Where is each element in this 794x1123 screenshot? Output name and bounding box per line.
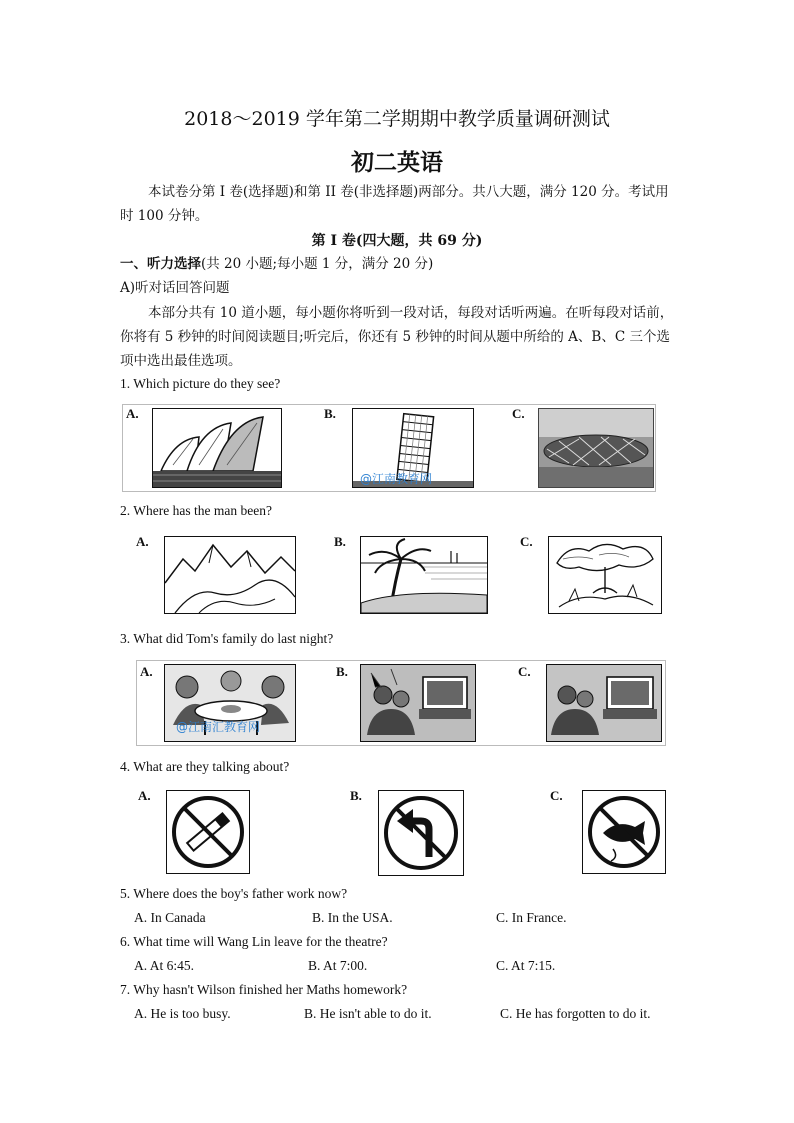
section-heading-title: 一、听力选择 xyxy=(120,256,201,272)
mountains-picture xyxy=(164,536,296,614)
section-heading-note: (共 20 小题;每小题 1 分，满分 20 分) xyxy=(201,256,434,272)
question-5-option-a: A. In Canada xyxy=(134,910,206,925)
section-heading xyxy=(120,252,433,276)
birds-nest-stadium-picture xyxy=(538,408,654,488)
question-6-text: 6. What time will Wang Lin leave for the theatre? xyxy=(120,934,388,949)
question-3-label-c: C. xyxy=(518,664,531,679)
intro-line-1: 本试卷分第 I 卷(选择题)和第 II 卷(非选择题)两部分。共八大题，满分 120 分。考试用 xyxy=(148,184,669,200)
watching-tv-picture-c xyxy=(546,664,662,742)
intro-line-2: 时 100 分钟。 xyxy=(120,208,209,224)
question-3-label-a: A. xyxy=(140,664,153,679)
question-4-label-a: A. xyxy=(138,788,151,803)
opera-house-picture xyxy=(152,408,282,488)
question-5-option-b: B. In the USA. xyxy=(312,910,393,925)
question-4-label-b: B. xyxy=(350,788,362,803)
question-2-label-b: B. xyxy=(334,534,346,549)
question-5-text: 5. Where does the boy's father work now? xyxy=(120,886,348,901)
question-3-label-b: B. xyxy=(336,664,348,679)
question-5-option-c: C. In France. xyxy=(496,910,567,925)
beach-picture xyxy=(360,536,488,614)
no-left-turn-sign xyxy=(378,790,464,876)
question-7-option-a: A. He is too busy. xyxy=(134,1006,231,1021)
question-2-text: 2. Where has the man been? xyxy=(120,503,272,518)
question-7-option-b: B. He isn't able to do it. xyxy=(304,1006,432,1021)
question-7-text: 7. Why hasn't Wilson finished her Maths homework? xyxy=(120,982,408,997)
watermark-1: @江南教育网 xyxy=(360,472,433,486)
question-1-label-a: A. xyxy=(126,406,139,421)
question-1-label-b: B. xyxy=(324,406,336,421)
question-2-label-c: C. xyxy=(520,534,533,549)
question-4-text: 4. What are they talking about? xyxy=(120,759,290,774)
exam-title: 2018～2019 学年第二学期期中教学质量调研测试 xyxy=(184,108,610,130)
question-1-text: 1. Which picture do they see? xyxy=(120,376,281,391)
instruction-line-3: 项中选出最佳选项。 xyxy=(120,353,242,369)
question-7-option-c: C. He has forgotten to do it. xyxy=(500,1006,651,1021)
question-1-label-c: C. xyxy=(512,406,525,421)
question-2-label-a: A. xyxy=(136,534,149,549)
part-one-title: 第 I 卷(四大题，共 69 分) xyxy=(311,233,483,249)
instruction-line-1: 本部分共有 10 道小题，每小题你将听到一段对话，每段对话听两遍。在听每段对话前， xyxy=(148,305,674,321)
watermark-2: @江南汇教育网 xyxy=(176,720,261,734)
question-6-option-a: A. At 6:45. xyxy=(134,958,195,973)
question-4-label-c: C. xyxy=(550,788,563,803)
question-3-text: 3. What did Tom's family do last night? xyxy=(120,631,334,646)
no-fishing-sign xyxy=(582,790,666,874)
instruction-line-2: 你将有 5 秒钟的时间阅读题目;听完后，你还有 5 秒钟的时间从题中所给的 A、B、C 三个选 xyxy=(120,329,670,345)
exam-subject: 初二英语 xyxy=(351,149,443,176)
forest-picture xyxy=(548,536,662,614)
question-6-option-c: C. At 7:15. xyxy=(496,958,556,973)
subsection-title: A)听对话回答问题 xyxy=(120,280,230,296)
watching-tv-picture-b xyxy=(360,664,476,742)
question-6-option-b: B. At 7:00. xyxy=(308,958,368,973)
no-smoking-sign xyxy=(166,790,250,874)
